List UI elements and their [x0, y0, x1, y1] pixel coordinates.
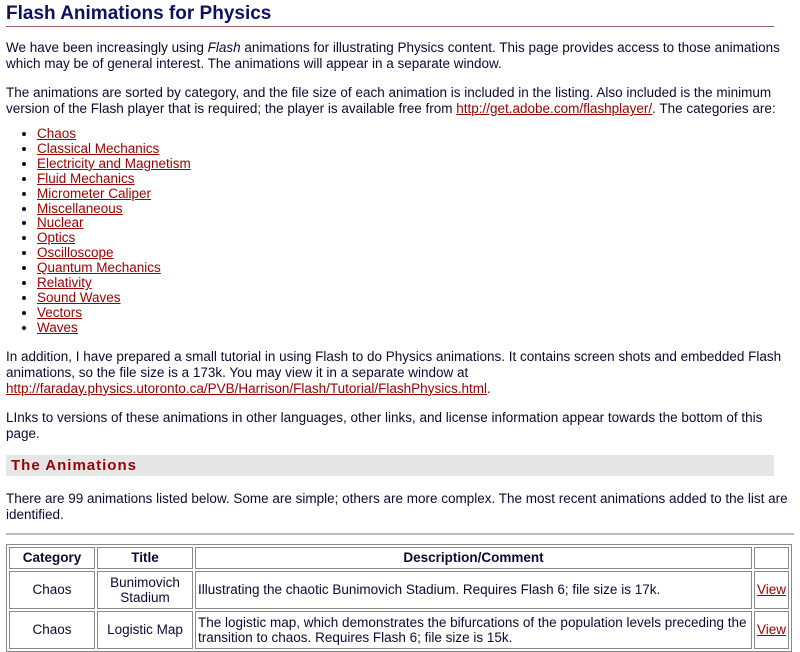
category-item [37, 306, 794, 321]
category-item [37, 157, 794, 172]
cell-category: Chaos [9, 571, 95, 609]
category-link[interactable]: Relativity [37, 275, 92, 291]
category-item [37, 261, 794, 276]
divider [6, 533, 794, 535]
animations-table [6, 544, 792, 652]
links-note: LInks to versions of these animations in other languages, other links, and license information appear towards the bottom of this page. [6, 409, 763, 441]
cell-category: Chaos [9, 611, 95, 649]
tutorial-paragraph: In addition, I have prepared a small tutorial in using Flash to do Physics animations. It contains screen shots and embedded Flash animations, so the file size is a 173k. You may view it in a separate window at http://faraday.physics.utoronto.ca/PVB/Harrison/Flash/Tutorial/FlashPhysics.html. [6, 348, 782, 396]
category-link[interactable]: Waves [37, 319, 78, 335]
category-item [37, 276, 794, 291]
page-title: Flash Animations for Physics [6, 3, 774, 27]
flash-player-link[interactable]: http://get.adobe.com/flashplayer/ [456, 101, 653, 116]
category-item [37, 216, 794, 231]
cell-description: Illustrating the chaotic Bunimovich Stadium. Requires Flash 6; file size is 17k. [195, 571, 752, 609]
category-link[interactable]: Classical Mechanics [37, 140, 160, 156]
category-link[interactable]: Vectors [37, 304, 83, 320]
tutorial-link[interactable]: http://faraday.physics.utoronto.ca/PVB/Harrison/Flash/Tutorial/FlashPhysics.html [6, 380, 487, 396]
category-item [37, 187, 794, 202]
intro-paragraph: We have been increasingly using Flash animations for illustrating Physics content. This page provides access to those animations which may be of general interest. The animations will appear in a separate window. [6, 40, 780, 71]
category-link[interactable]: Quantum Mechanics [37, 260, 161, 276]
view-link[interactable]: View [756, 622, 786, 638]
cell-title: Bunimovich Stadium [97, 571, 193, 609]
table-row [9, 571, 789, 609]
category-item [37, 321, 794, 336]
table-header-row [9, 547, 789, 569]
sorting-paragraph: The animations are sorted by category, and the file size of each animation is included in the listing. Also included is the minimum version of the Flash player that is required; the player is available free from http://get.adobe.com/flashplayer/. The categories are: [6, 85, 776, 116]
category-item [37, 127, 794, 142]
category-link[interactable]: Sound Waves [37, 289, 121, 305]
category-list [6, 127, 794, 336]
section-heading-animations: The Animations [6, 455, 774, 476]
category-item [37, 231, 794, 246]
category-item [37, 291, 794, 306]
cell-title: Logistic Map [97, 611, 193, 649]
category-link[interactable]: Nuclear [37, 215, 84, 231]
category-link[interactable]: Fluid Mechanics [37, 170, 135, 186]
view-link[interactable]: View [756, 582, 786, 598]
header-category: Category [9, 547, 95, 569]
category-item [37, 142, 794, 157]
category-link[interactable]: Micrometer Caliper [37, 185, 152, 201]
category-link[interactable]: Oscilloscope [37, 245, 114, 261]
header-description: Description/Comment [195, 547, 752, 569]
category-item [37, 246, 794, 261]
header-title: Title [97, 547, 193, 569]
category-link[interactable]: Optics [37, 230, 76, 246]
table-row [9, 611, 789, 649]
header-link [754, 547, 789, 569]
count-note: There are 99 animations listed below. Some are simple; others are more complex. The most recent animations added to the list are identified. [6, 490, 788, 522]
category-item [37, 202, 794, 217]
category-link[interactable]: Electricity and Magnetism [37, 155, 191, 171]
cell-description: The logistic map, which demonstrates the bifurcations of the population levels preceding the transition to chaos. Requires Flash 6; file size is 15k. [195, 611, 752, 649]
category-link[interactable]: Chaos [37, 126, 77, 141]
category-item [37, 172, 794, 187]
category-link[interactable]: Miscellaneous [37, 200, 123, 216]
